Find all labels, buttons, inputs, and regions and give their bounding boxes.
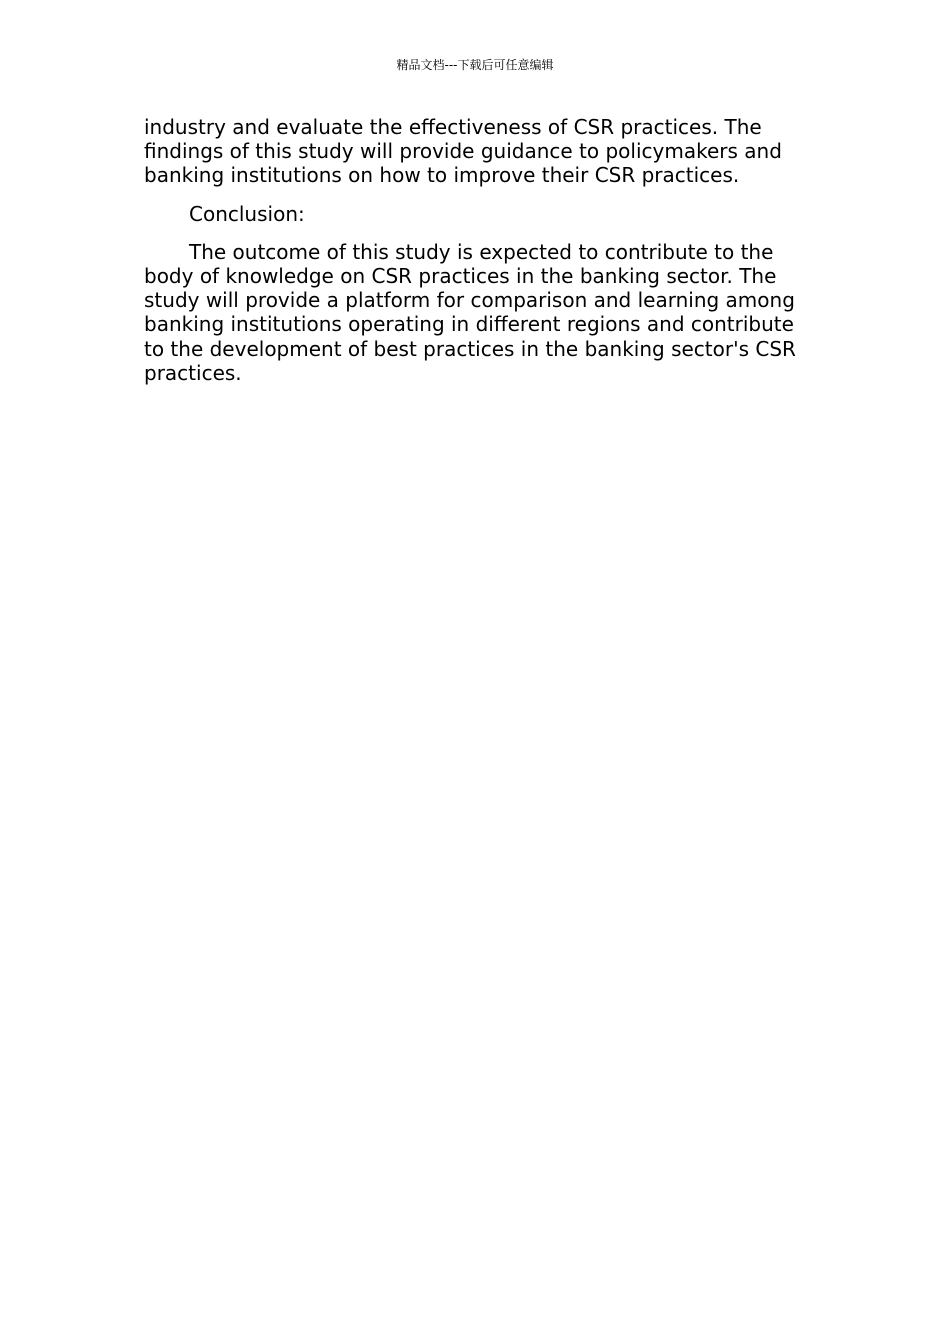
paragraph-conclusion: The outcome of this study is expected to contribute to the body of knowledge on CSR practices in the banking sector. The study will provide a platform for comparison and learning among banking institutions operating in different regions and contribute to the development of best practices in the banking sector's CSR practices. — [144, 239, 796, 385]
document-body — [144, 115, 806, 399]
paragraph-intro-continuation: industry and evaluate the effectiveness of CSR practices. The findings of this study will provide guidance to policymakers and banking institutions on how to improve their CSR practices. — [144, 115, 782, 188]
section-heading-conclusion: Conclusion: — [189, 201, 305, 226]
page-header: 精品文档---下载后可任意编辑 — [396, 58, 554, 72]
